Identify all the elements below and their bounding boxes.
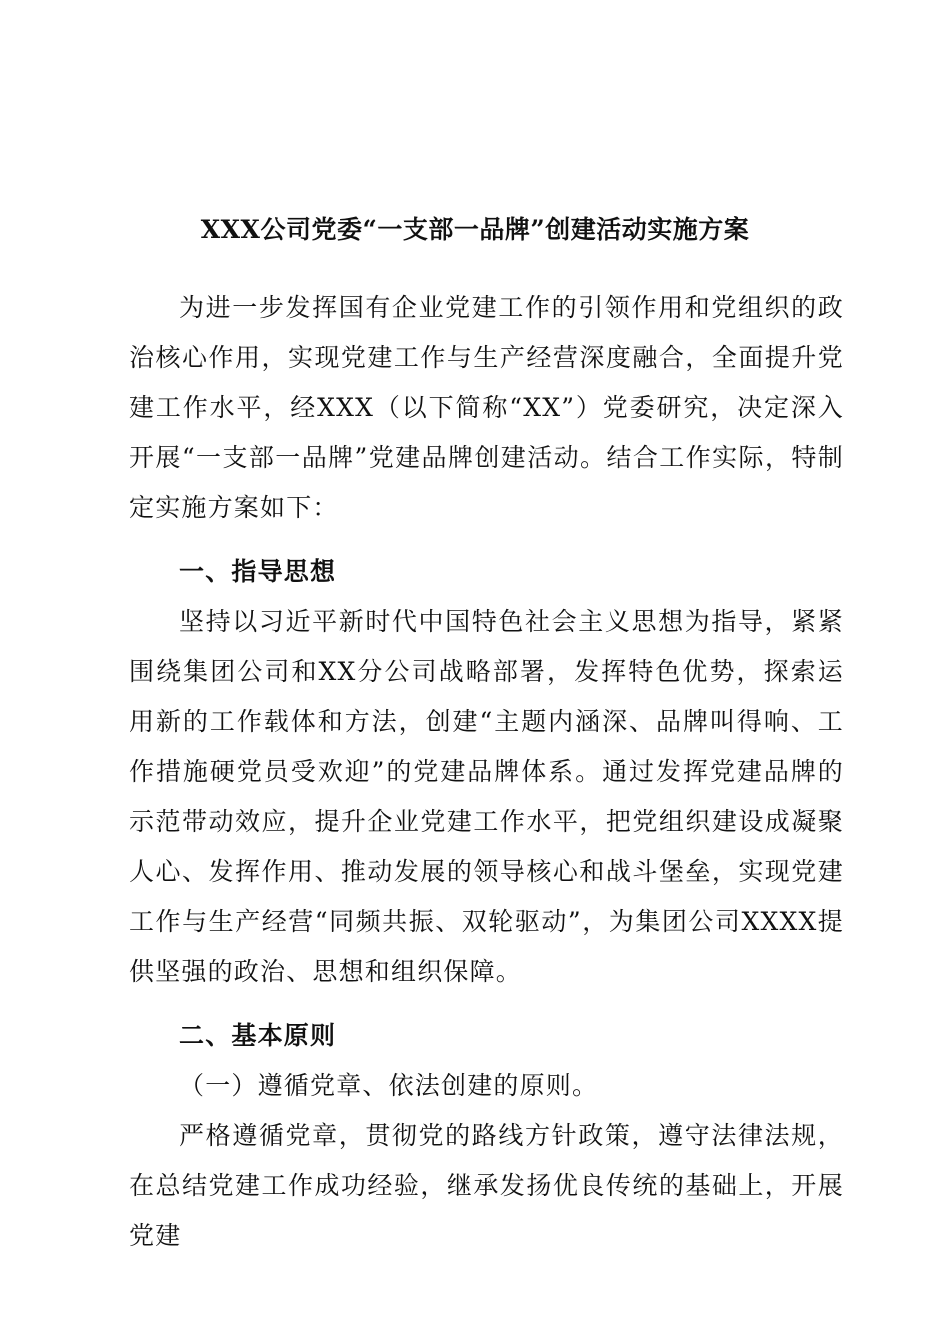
document-title: XXX公司党委“一支部一品牌”创建活动实施方案 [200, 215, 750, 244]
section-paragraph-party-constitution: 严格遵循党章，贯彻党的路线方针政策，遵守法律法规，在总结党建工作成功经验，继承发扬优良传统的基础上，开展党建 [129, 1121, 844, 1250]
subsection-heading-party-constitution: （一）遵循党章、依法创建的原则。 [179, 1071, 599, 1100]
spacer [129, 533, 844, 547]
section-heading-basic-principles: 二、基本原则 [179, 1021, 337, 1050]
intro-paragraph: 为进一步发挥国有企业党建工作的引领作用和党组织的政治核心作用，实现党建工作与生产经营深度融合，全面提升党建工作水平，经XXX（以下简称“XX”）党委研究，决定深入开展“一支部一品牌”党建品牌创建活动。结合工作实际，特制定实施方案如下： [129, 293, 844, 522]
section-heading-guiding-ideology: 一、指导思想 [179, 557, 337, 586]
section-paragraph-guiding-ideology: 坚持以习近平新时代中国特色社会主义思想为指导，紧紧围绕集团公司和XX分公司战略部署，发挥特色优势，探索运用新的工作载体和方法，创建“主题内涵深、品牌叫得响、工作措施硬党员受欢迎”的党建品牌体系。通过发挥党建品牌的示范带动效应，提升企业党建工作水平，把党组织建设成凝聚人心、发挥作用、推动发展的领导核心和战斗堡垒，实现党建工作与生产经营“同频共振、双轮驱动”，为集团公司XXXX提供坚强的政治、思想和组织保障。 [129, 607, 844, 986]
document-body [129, 283, 844, 1261]
spacer [129, 997, 844, 1011]
